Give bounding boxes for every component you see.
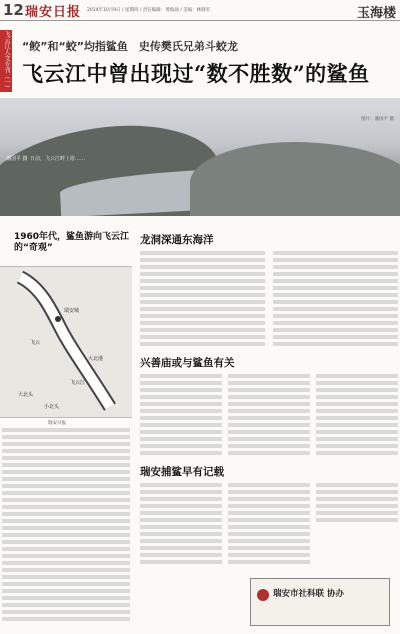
main-columns bbox=[140, 226, 398, 634]
issue-line: 2014年10月9日 / 星期四 / 责任编辑：黄海涌 / 美编：林晓军 bbox=[87, 8, 211, 13]
page-number: 12 bbox=[3, 1, 24, 19]
section-body bbox=[140, 374, 398, 458]
photo-caption: 日前，飞云江畔上游…… bbox=[30, 156, 86, 162]
badge-icon bbox=[257, 589, 269, 601]
photo-ridge bbox=[190, 142, 400, 216]
map-label: 小北头 bbox=[44, 404, 60, 410]
map-label: 飞云江 bbox=[70, 380, 86, 386]
sponsor-box bbox=[250, 578, 390, 626]
section-heading: 兴善庙或与鲨鱼有关 bbox=[140, 357, 235, 369]
left-column-body bbox=[2, 428, 130, 624]
left-column bbox=[0, 226, 132, 634]
section-body bbox=[140, 483, 398, 567]
headline: 飞云江中曾出现过“数不胜数”的鲨鱼 bbox=[22, 61, 370, 86]
map-label: 大北头 bbox=[18, 392, 34, 398]
map-note: 瑞安日报 bbox=[48, 421, 66, 426]
map-label: 大北港 bbox=[88, 356, 104, 362]
lead-photo bbox=[0, 98, 400, 216]
map-label: 飞云 bbox=[30, 340, 41, 346]
photo-credit-right: 图片：潘国平 摄 bbox=[361, 117, 394, 122]
photo-credit: 潘国平 摄 bbox=[6, 156, 28, 162]
left-column-heading: 1960年代，鲨鱼游向飞云江的“奇观” bbox=[14, 232, 130, 253]
section-heading: 龙洞深通东海洋 bbox=[140, 234, 214, 246]
section-rail: 飞云江人文专刊（一） bbox=[0, 30, 12, 92]
map-panel bbox=[0, 266, 132, 418]
kicker: “鲛”和“蛟”均指鲨鱼 史传樊氏兄弟斗蛟龙 bbox=[22, 40, 238, 53]
page-header bbox=[0, 0, 400, 21]
section-heading: 瑞安捕鲨早有记载 bbox=[140, 466, 224, 478]
sponsor-title: 瑞安市社科联 协办 bbox=[273, 589, 344, 599]
section-body bbox=[140, 251, 398, 349]
masthead: 瑞安日报 bbox=[25, 4, 82, 20]
map-label: 瑞安城 bbox=[64, 308, 80, 314]
section-title: 玉海楼 bbox=[356, 6, 396, 21]
